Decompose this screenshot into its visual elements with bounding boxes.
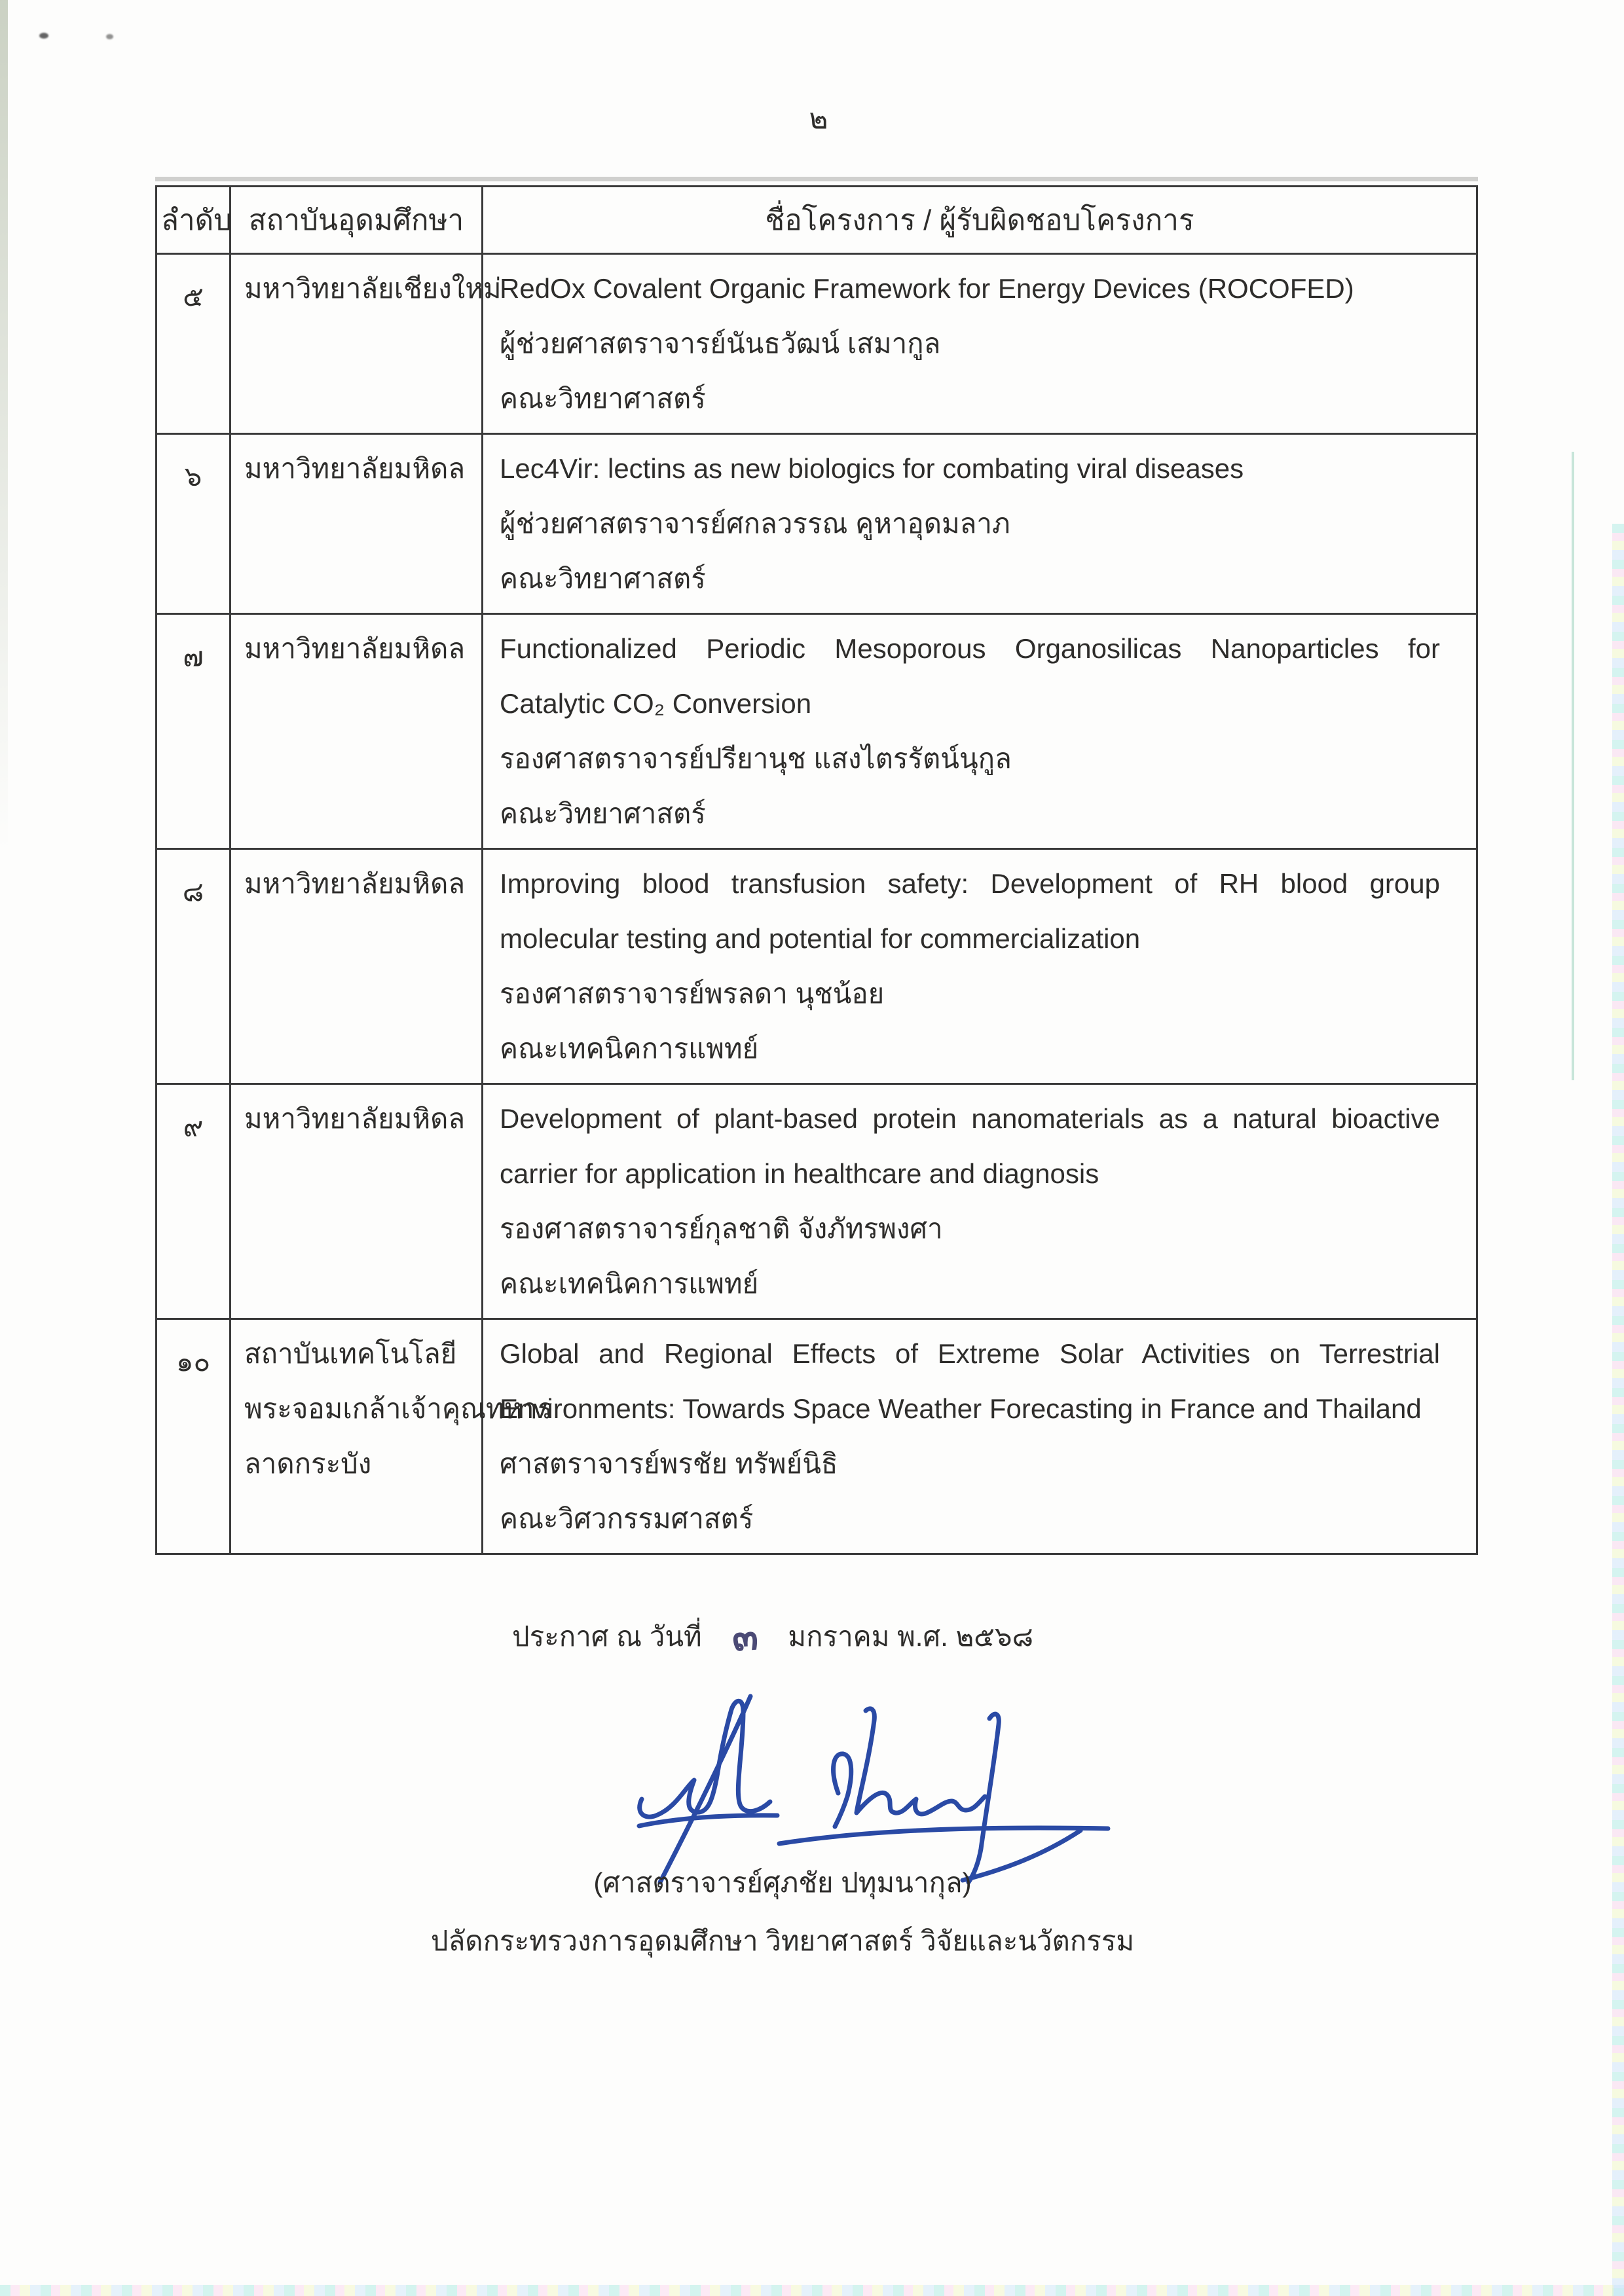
project-title: Development of plant-based protein nanomaterials as a natural bioactive carrier for application in healthcare and diagnosis	[500, 1103, 1440, 1189]
row-number: ๑๐	[157, 1319, 231, 1554]
table-row	[157, 1084, 1477, 1319]
institution-line: มหาวิทยาลัยมหิดล	[244, 453, 466, 484]
institution-line: มหาวิทยาลัยมหิดล	[244, 868, 466, 899]
row-project	[483, 1084, 1477, 1319]
table-row	[157, 849, 1477, 1084]
row-institution	[231, 1084, 483, 1319]
scan-edge-artifact-bottom	[0, 2285, 1624, 2296]
row-project	[483, 1319, 1477, 1554]
header-project: ชื่อโครงการ / ผู้รับผิดชอบโครงการ	[483, 187, 1477, 254]
institution-line: มหาวิทยาลัยมหิดล	[244, 1103, 466, 1134]
institution-line: มหาวิทยาลัยมหิดล	[244, 633, 466, 664]
row-institution	[231, 254, 502, 434]
project-title: Lec4Vir: lectins as new biologics for combating viral diseases	[500, 453, 1244, 484]
header-institution: สถาบันอุดมศึกษา	[231, 187, 483, 254]
scan-edge-artifact-right	[1612, 524, 1624, 2296]
header-no: ลำดับ	[157, 187, 231, 254]
project-faculty: คณะเทคนิคการแพทย์	[500, 1268, 759, 1299]
table-header-row	[157, 187, 1477, 254]
institution-line: พระจอมเกล้าเจ้าคุณทหาร	[244, 1393, 553, 1424]
project-title: Improving blood transfusion safety: Development of RH blood group molecular testing and potential for commercialization	[500, 868, 1440, 954]
signer-name: (ศาสตราจารย์ศุภชัย ปทุมนากุล)	[593, 1867, 972, 1898]
project-lead: ผู้ช่วยศาสตราจารย์นันธวัฒน์ เสมากูล	[500, 328, 941, 359]
row-number: ๘	[157, 849, 231, 1084]
institution-line: ลาดกระบัง	[244, 1448, 372, 1479]
date-suffix: มกราคม พ.ศ. ๒๕๖๘	[788, 1621, 1033, 1652]
signature-ink	[622, 1691, 1113, 1887]
row-number: ๙	[157, 1084, 231, 1319]
row-number: ๖	[157, 434, 231, 614]
project-lead: รองศาสตราจารย์ปรียานุช แสงไตรรัตน์นุกูล	[500, 743, 1012, 774]
signature-stroke	[639, 1815, 777, 1826]
project-faculty: คณะวิทยาศาสตร์	[500, 563, 706, 594]
row-project	[483, 614, 1477, 849]
table-row	[157, 1319, 1477, 1554]
project-faculty: คณะเทคนิคการแพทย์	[500, 1033, 759, 1064]
row-project	[483, 849, 1477, 1084]
row-number: ๕	[157, 254, 231, 434]
project-lead: ผู้ช่วยศาสตราจารย์ศกลวรรณ คูหาอุดมลาภ	[500, 508, 1010, 539]
signature-stroke	[834, 1754, 851, 1827]
date-prefix: ประกาศ ณ วันที่	[512, 1621, 702, 1652]
page-number: ๒	[809, 103, 828, 135]
row-institution	[231, 1319, 553, 1554]
scan-dot-artifact	[106, 34, 113, 39]
project-faculty: คณะวิทยาศาสตร์	[500, 383, 706, 414]
announcement-date-line	[282, 1614, 1264, 1660]
handwritten-day: ๓	[730, 1614, 760, 1660]
table-top-scan-shadow	[155, 177, 1478, 181]
project-faculty: คณะวิทยาศาสตร์	[500, 798, 706, 829]
project-lead: ศาสตราจารย์พรชัย ทรัพย์นิธิ	[500, 1448, 838, 1479]
scan-dot-artifact	[39, 33, 48, 39]
projects-table	[155, 185, 1478, 1555]
table-row	[157, 434, 1477, 614]
scan-edge-artifact-left	[0, 0, 8, 851]
row-institution	[231, 434, 483, 614]
project-title: Functionalized Periodic Mesoporous Organosilicas Nanoparticles for Catalytic CO₂ Conversion	[500, 633, 1440, 719]
project-faculty: คณะวิศวกรรมศาสตร์	[500, 1503, 754, 1534]
project-title: RedOx Covalent Organic Framework for Energy Devices (ROCOFED)	[500, 273, 1354, 304]
signature-stroke	[857, 1709, 985, 1814]
signature-stroke	[640, 1701, 770, 1817]
row-number: ๗	[157, 614, 231, 849]
row-institution	[231, 614, 483, 849]
institution-line: สถาบันเทคโนโลยี	[244, 1338, 457, 1369]
project-lead: รองศาสตราจารย์กุลชาติ จังภัทรพงศา	[500, 1213, 943, 1244]
project-lead: รองศาสตราจารย์พรลดา นุชน้อย	[500, 978, 885, 1009]
project-title: Global and Regional Effects of Extreme Solar Activities on Terrestrial Environments: Towards Space Weather Forecasting in France and Thailand	[500, 1338, 1440, 1424]
row-project	[483, 434, 1477, 614]
scan-line-artifact	[1572, 452, 1574, 1080]
table-row	[157, 254, 1477, 434]
institution-line: มหาวิทยาลัยเชียงใหม่	[244, 273, 502, 304]
table-row	[157, 614, 1477, 849]
row-project	[483, 254, 1477, 434]
signer-title: ปลัดกระทรวงการอุดมศึกษา วิทยาศาสตร์ วิจัยและนวัตกรรม	[430, 1925, 1135, 1956]
row-institution	[231, 849, 483, 1084]
